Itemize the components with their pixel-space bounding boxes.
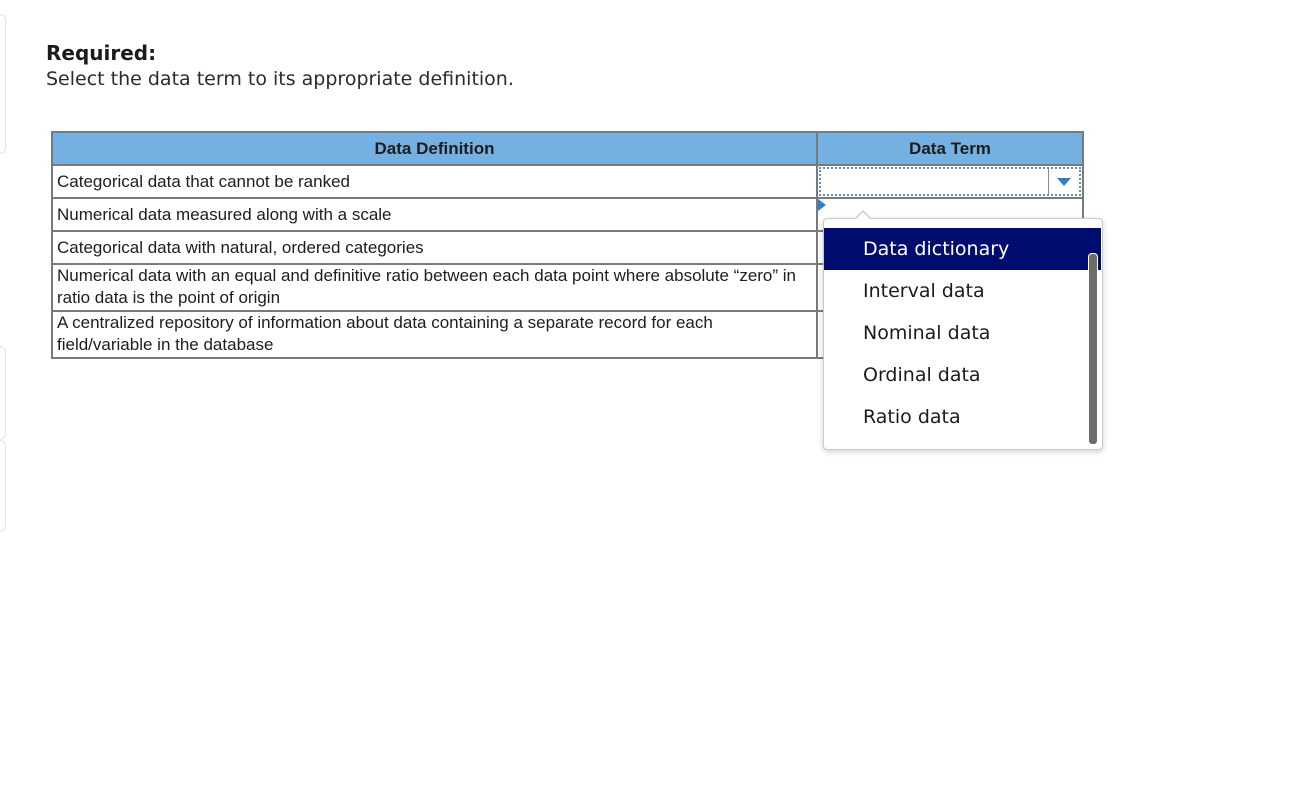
instructions (46, 40, 514, 92)
option-interval-data[interactable]: Interval data (863, 280, 985, 302)
table-row (52, 165, 1083, 198)
row-marker-icon (818, 199, 826, 211)
required-heading: Required: (46, 41, 157, 65)
term-dropdown-menu (823, 218, 1103, 450)
option-data-dictionary[interactable]: Data dictionary (824, 228, 1101, 270)
dropdown-toggle[interactable] (1048, 169, 1079, 194)
definition-cell: Numerical data measured along with a scale (52, 198, 817, 231)
term-cell (817, 165, 1083, 198)
option-ratio-data[interactable]: Ratio data (863, 406, 961, 428)
term-select[interactable] (819, 167, 1081, 196)
dropdown-pointer-inner (855, 212, 871, 220)
chevron-down-icon (1057, 178, 1071, 186)
header-data-definition: Data Definition (52, 132, 817, 165)
definition-cell: Categorical data with natural, ordered categories (52, 231, 817, 264)
left-panel-edge (0, 346, 6, 440)
instruction-text: Select the data term to its appropriate definition. (46, 68, 514, 90)
left-panel-edge (0, 14, 6, 154)
option-ordinal-data[interactable]: Ordinal data (863, 364, 981, 386)
definition-cell: Categorical data that cannot be ranked (52, 165, 817, 198)
table-header-row (52, 132, 1083, 165)
header-data-term: Data Term (817, 132, 1083, 165)
left-panel-edge (0, 440, 6, 532)
definition-cell: A centralized repository of information about data containing a separate record for each field/variable in the database (52, 311, 817, 358)
dropdown-scrollbar[interactable] (1088, 253, 1098, 445)
option-nominal-data[interactable]: Nominal data (863, 322, 991, 344)
definition-cell: Numerical data with an equal and definitive ratio between each data point where absolute “zero” in ratio data is the point of origin (52, 264, 817, 311)
option-list (824, 228, 1101, 438)
